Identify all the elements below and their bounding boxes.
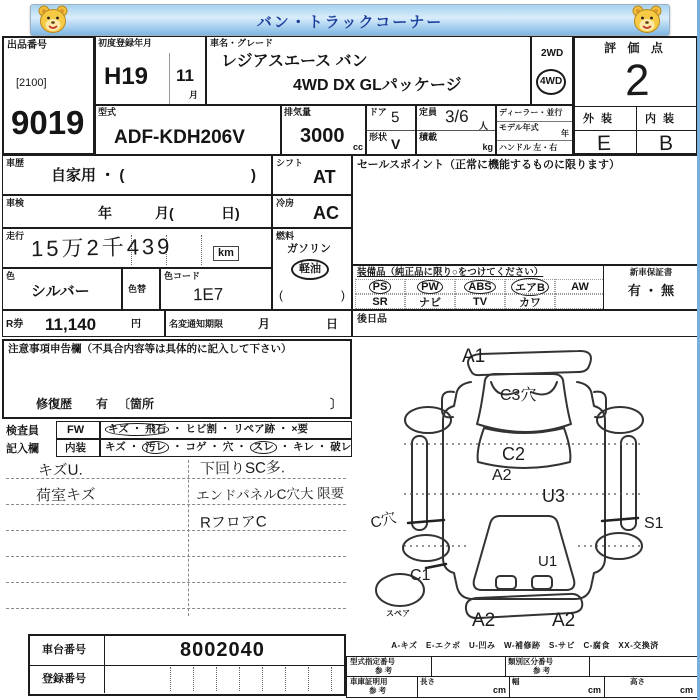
plate-row	[30, 665, 344, 693]
name-change-cell	[165, 310, 352, 337]
plate-label: 登録番号	[42, 673, 86, 685]
spare-tire-label: スペア	[386, 609, 410, 618]
later-item-cell	[352, 310, 698, 337]
divider	[216, 667, 217, 691]
color-code: 1E7	[192, 284, 224, 305]
fw-cell	[56, 421, 100, 439]
damage-label-a1: A1	[462, 346, 486, 367]
score-value: 2	[624, 55, 650, 106]
model-year-label: モデル年式	[499, 123, 539, 132]
shaken-year: 年	[98, 205, 112, 221]
name-change-label: 名変通知期限	[169, 319, 224, 329]
banner-title: バン・トラックコーナー	[256, 14, 444, 31]
sales-point-cell	[352, 155, 698, 265]
history-label: 車歴	[6, 158, 25, 168]
mileage-cell	[2, 228, 272, 268]
reference-label: 参 考	[369, 686, 387, 695]
door-shape-cell	[366, 105, 416, 155]
mileage-value: 15万2千439	[30, 233, 173, 262]
first-registration-cell	[95, 36, 206, 105]
damage-label-u3: U3	[542, 486, 566, 506]
damage-label-a2-mid: A2	[492, 467, 512, 484]
displacement-unit: cc	[352, 142, 363, 152]
divider	[285, 667, 286, 691]
interior-items-c: ・ キレ ・ 破レ	[279, 441, 352, 453]
ac-label: 冷房	[276, 198, 295, 208]
name-change-month: 月	[258, 317, 271, 331]
divider	[497, 140, 572, 141]
height-label: 高さ	[630, 677, 645, 686]
rear-window-outline	[474, 516, 575, 590]
dealer-label: ディーラー・並行	[499, 108, 563, 117]
width-unit: cm	[587, 685, 601, 695]
model-code-label: 型式	[98, 107, 117, 117]
divider	[104, 636, 105, 665]
fuel-gasoline: ガソリン	[287, 243, 331, 255]
shift-cell	[272, 155, 352, 195]
shaken-cell	[2, 195, 272, 228]
capacity-load-cell	[416, 105, 496, 155]
divider	[104, 665, 105, 693]
name-change-day: 日	[326, 317, 339, 331]
divider	[170, 667, 171, 691]
interior-grade: B	[658, 131, 674, 156]
equip-airbag: エアB	[511, 278, 549, 296]
width-label: 幅	[512, 677, 520, 686]
interior-items-b: ・ コゲ ・ 穴 ・	[172, 441, 247, 453]
damage-label-s1: S1	[644, 515, 664, 532]
color-cell	[2, 268, 122, 310]
chassis-box	[28, 634, 346, 696]
wheel-front-left	[405, 407, 451, 433]
score-box	[573, 36, 698, 155]
inspector-label: 検査員	[6, 425, 39, 437]
equip-ps: PS	[369, 280, 392, 294]
sales-point-title: セールスポイント（正常に機能するものに限ります）	[357, 159, 621, 171]
interior-row-cell	[56, 439, 100, 457]
equip-tv: TV	[472, 295, 488, 308]
history-value: 自家用 ・ (	[51, 167, 125, 184]
teddy-bear-icon	[630, 4, 664, 35]
interior-label: 内 装	[645, 113, 677, 125]
lot-number: 9019	[11, 104, 85, 141]
drive-type-cell	[531, 36, 573, 105]
equip-aw: AW	[571, 280, 589, 293]
type-number-table	[346, 656, 698, 698]
handle-label: ハンドル 左・右	[499, 143, 558, 152]
color-code-cell	[160, 268, 272, 310]
divider	[497, 121, 572, 122]
first-registration-label: 初度登録年月	[98, 38, 153, 48]
model-code-cell	[95, 105, 281, 155]
warranty-value: 有 ・ 無	[627, 282, 675, 298]
damage-label-a2-left: A2	[472, 610, 496, 631]
fuel-paren-close: )	[341, 288, 345, 302]
equipment-title: 装備品（純正品に限り○をつけてください）	[357, 267, 544, 278]
caution-title: 注意事項申告欄（不具合内容等は具体的に記入して下さい）	[8, 343, 292, 355]
right-sill	[621, 436, 636, 530]
displacement-label: 排気量	[284, 107, 312, 117]
lot-bracket: [2100]	[16, 77, 47, 89]
later-item-label: 後日品	[357, 314, 387, 325]
fuel-cell	[272, 228, 352, 310]
lot-label: 出品番号	[7, 40, 47, 51]
teddy-bear-icon	[36, 4, 70, 35]
r-ticket-unit: 円	[131, 319, 141, 330]
shaken-label: 車検	[6, 198, 25, 208]
damage-label-c-hole: C穴	[368, 509, 399, 532]
divider	[169, 53, 170, 104]
shaken-day: 日)	[221, 205, 240, 221]
note-underbody: 下回りSC多.	[199, 459, 286, 478]
note-scratch: キズU.	[37, 461, 83, 480]
drive-2wd: 2WD	[541, 48, 564, 59]
divider	[193, 667, 194, 691]
fuel-diesel-circled: 軽油	[291, 259, 329, 280]
interior-items-cell	[100, 439, 352, 457]
equip-empty	[555, 294, 605, 309]
capacity: 3/6	[444, 106, 469, 127]
equip-sr: SR	[372, 295, 388, 308]
history-cell	[2, 155, 272, 195]
entry-column-label: 記入欄	[6, 443, 39, 455]
fuel-paren-open: (	[279, 288, 283, 302]
color-value: シルバー	[31, 283, 90, 300]
door-count: 5	[390, 108, 400, 127]
left-sill	[412, 436, 427, 530]
length-unit: cm	[492, 685, 506, 695]
note-line	[6, 582, 346, 583]
equip-abs: ABS	[464, 280, 495, 294]
equipment-grid	[355, 279, 605, 309]
first-registration-year: H19	[104, 63, 149, 90]
damage-label-c3-hole: C3穴	[500, 387, 537, 404]
chassis-number: 8002040	[180, 639, 265, 661]
interior-circled-scuff: スレ	[250, 441, 277, 454]
interior-items-a: キズ ・	[105, 441, 140, 453]
note-end-panel: エンドパネルC穴大 限要	[195, 485, 345, 504]
garage-cert-label: 車庫証明用	[350, 677, 388, 686]
shift-value: AT	[313, 167, 336, 187]
note-line	[6, 556, 346, 557]
divider	[636, 106, 637, 157]
repair-location-close: 〕	[330, 397, 343, 411]
shaken-month: 月(	[155, 205, 174, 221]
fw-circled-items: キズ ・ 飛石	[105, 423, 169, 436]
caution-box	[2, 339, 352, 419]
damage-label-a2-right: A2	[552, 610, 576, 631]
note-line	[6, 530, 346, 531]
repair-history-yes: 有	[96, 397, 109, 411]
class-number-label: 類別区分番号	[508, 657, 553, 666]
chassis-row	[30, 636, 344, 666]
note-line	[6, 608, 346, 609]
note-divider	[188, 460, 189, 616]
mileage-label: 走行	[6, 231, 25, 241]
ac-value: AC	[313, 203, 339, 223]
divider	[417, 130, 495, 131]
type-designation-label: 型式指定番号	[350, 657, 395, 666]
shape: V	[391, 136, 401, 152]
banner	[30, 4, 670, 36]
damage-tick-right	[602, 518, 638, 521]
divider	[239, 667, 240, 691]
car-damage-diagram	[350, 336, 698, 640]
displacement: 3000	[300, 125, 345, 147]
divider	[575, 130, 696, 131]
fw-label: FW	[67, 424, 85, 436]
month-unit: 月	[189, 90, 199, 100]
type-designation-value	[431, 657, 506, 676]
car-name-label: 車名・グレード	[210, 38, 274, 48]
interior-row-label: 内装	[65, 442, 86, 454]
damage-legend: A-キズ E-エクボ U-凹み W-補修跡 S-サビ C-腐食 XX-交換済	[391, 641, 659, 650]
mileage-unit: km	[213, 246, 239, 261]
reference-label: 参 考	[533, 666, 551, 675]
repair-location-open: 〔箇所	[118, 397, 155, 411]
dealer-cell	[496, 105, 573, 155]
capacity-label: 定員	[419, 107, 438, 117]
color-code-label: 色コード	[164, 271, 201, 281]
warranty-cell	[603, 265, 699, 310]
equip-navi: ナビ	[419, 296, 441, 309]
front-bumper-outline	[468, 351, 591, 375]
fw-items: ・ ヒビ割 ・ リペア跡 ・ ×要	[172, 423, 309, 435]
lot-number-cell	[2, 36, 95, 155]
model-code: ADF-KDH206V	[114, 127, 245, 148]
divider	[201, 235, 202, 265]
wheel-front-right	[597, 407, 643, 433]
equipment-cell	[352, 265, 698, 310]
damage-tick-left	[408, 520, 444, 523]
divider	[367, 130, 415, 131]
shape-label: 形状	[369, 132, 388, 142]
car-name-line2: 4WD DX GLパッケージ	[293, 77, 462, 94]
divider	[308, 667, 309, 691]
damage-label-c2: C2	[502, 444, 526, 464]
fuel-label: 燃料	[276, 231, 295, 241]
ac-cell	[272, 195, 352, 228]
car-name-line1: レジアスエース バン	[221, 53, 368, 70]
interior-circled-dirt: 汚レ	[142, 441, 169, 454]
length-label: 長さ	[420, 677, 435, 686]
color-label: 色	[6, 271, 16, 281]
chassis-label: 車台番号	[42, 644, 86, 656]
r-ticket-cell	[2, 310, 165, 337]
repair-history-label: 修復歴	[36, 397, 73, 411]
damage-label-c1: C1	[410, 567, 431, 584]
r-ticket-value: 11,140	[45, 315, 97, 334]
color-change-label: 色替	[128, 284, 147, 294]
capacity-unit: 人	[479, 121, 489, 131]
score-label: 評 価 点	[604, 41, 667, 55]
drive-4wd-circled: 4WD	[536, 69, 566, 95]
displacement-cell	[281, 105, 366, 155]
fw-items-cell	[100, 421, 352, 439]
rear-detail	[496, 576, 516, 589]
exterior-grade: E	[596, 131, 612, 156]
note-cargo-scratch: 荷室キズ	[35, 486, 96, 505]
history-paren: )	[251, 167, 256, 184]
note-rear-floor: RフロアC	[199, 513, 267, 532]
body-outline	[443, 382, 605, 599]
load-unit: kg	[482, 142, 493, 152]
color-change-cell	[122, 268, 160, 310]
reference-label: 参 考	[375, 666, 393, 675]
car-name-cell	[206, 36, 531, 105]
warranty-label: 新車保証書	[629, 266, 673, 277]
exterior-label: 外 装	[583, 113, 615, 125]
equip-leather: カワ	[519, 296, 541, 309]
damage-label-u1: U1	[538, 553, 558, 570]
load-label: 積載	[419, 132, 438, 142]
height-unit: cm	[679, 685, 693, 695]
rear-detail	[532, 576, 552, 589]
first-registration-month: 11	[176, 66, 194, 85]
shift-label: シフト	[276, 158, 304, 168]
divider	[262, 667, 263, 691]
equip-pw: PW	[417, 280, 443, 294]
r-ticket-label: R券	[6, 319, 24, 330]
model-year-unit: 年	[561, 129, 569, 138]
door-label: ドア	[369, 107, 387, 117]
divider	[331, 667, 332, 691]
